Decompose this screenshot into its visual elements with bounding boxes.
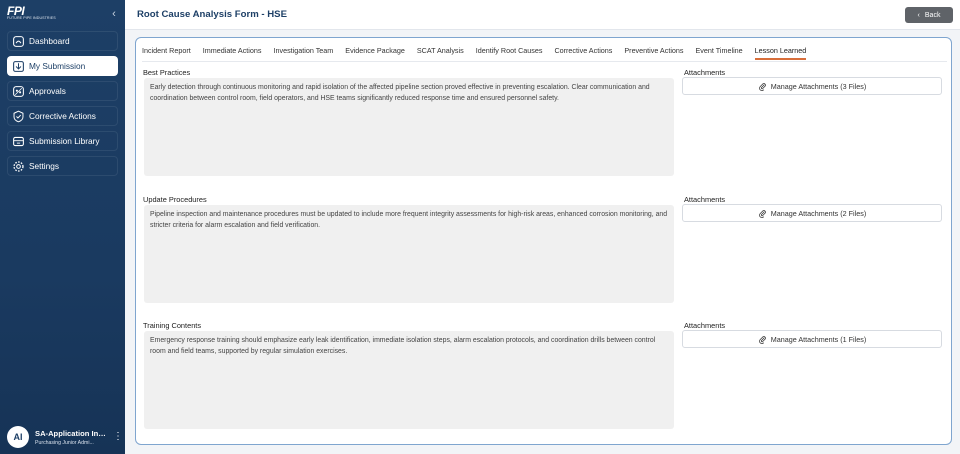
library-icon	[12, 135, 25, 148]
tab-event-timeline[interactable]: Event Timeline	[695, 46, 743, 55]
user-profile[interactable]	[0, 420, 125, 454]
tab-incident-report[interactable]: Incident Report	[142, 46, 191, 55]
sidebar-item-dashboard[interactable]	[7, 31, 118, 51]
tab-divider	[142, 61, 947, 62]
sidebar-item-label: Approvals	[29, 86, 66, 96]
manage-attachments-button[interactable]	[682, 77, 942, 95]
paperclip-icon	[758, 209, 767, 218]
sidebar-item-label: Submission Library	[29, 136, 100, 146]
sidebar-item-approvals[interactable]	[7, 81, 118, 101]
tab-identify-root-causes[interactable]: Identify Root Causes	[475, 46, 543, 55]
sidebar-item-my-submission[interactable]	[7, 56, 118, 76]
manage-attachments-label: Manage Attachments (2 Files)	[770, 208, 867, 218]
manage-attachments-button[interactable]	[682, 330, 942, 348]
attachments-label: Attachments	[684, 68, 726, 77]
tab-lesson-learned[interactable]: Lesson Learned	[755, 44, 807, 60]
logo-mark: FPI	[7, 4, 25, 18]
sidebar-item-settings[interactable]	[7, 156, 118, 176]
manage-attachments-label: Manage Attachments (1 Files)	[770, 334, 867, 344]
sidebar	[0, 0, 125, 454]
update-procedures-label: Update Procedures	[143, 195, 207, 204]
manage-attachments-button[interactable]	[682, 204, 942, 222]
tab-preventive-actions[interactable]: Preventive Actions	[624, 46, 684, 55]
avatar[interactable]: AI	[7, 426, 29, 448]
best-practices-textarea[interactable]: Early detection through continuous monitoring and rapid isolation of the affected pipeline section proved effective in preventing escalation. Clear communication and coordination between control room, field operators, and HSE teams significantly reduced response time and ensured personnel safety.	[144, 78, 674, 176]
user-role: Purchasing Junior Admi...	[35, 439, 94, 446]
user-info	[35, 429, 109, 446]
sidebar-item-label: Dashboard	[29, 36, 70, 46]
training-contents-textarea[interactable]: Emergency response training should emphasize early leak identification, immediate isolation steps, alarm escalation protocols, and coordination drills between control room and field teams, supported by regular simulation exercises.	[144, 331, 674, 429]
sidebar-item-label: Settings	[29, 161, 59, 171]
chevron-left-icon: ‹	[917, 11, 920, 19]
gear-icon	[12, 160, 25, 173]
tab-immediate-actions[interactable]: Immediate Actions	[202, 46, 262, 55]
sidebar-item-label: Corrective Actions	[29, 111, 96, 121]
attachments-label: Attachments	[684, 195, 726, 204]
dashboard-icon	[12, 35, 25, 48]
approvals-icon	[12, 85, 25, 98]
logo-subtitle: FUTURE PIPE INDUSTRIES	[7, 16, 56, 20]
submission-icon	[12, 60, 25, 73]
paperclip-icon	[758, 335, 767, 344]
kebab-menu-icon[interactable]: ⋮	[113, 431, 123, 442]
paperclip-icon	[758, 82, 767, 91]
manage-attachments-label: Manage Attachments (3 Files)	[770, 81, 867, 91]
page-header	[125, 0, 960, 30]
best-practices-label: Best Practices	[143, 68, 191, 77]
sidebar-item-corrective-actions[interactable]	[7, 106, 118, 126]
tab-scat-analysis[interactable]: SCAT Analysis	[416, 46, 464, 55]
tab-evidence-package[interactable]: Evidence Package	[345, 46, 405, 55]
sidebar-item-label: My Submission	[29, 61, 86, 71]
tab-corrective-actions[interactable]: Corrective Actions	[554, 46, 613, 55]
corrective-icon	[12, 110, 25, 123]
sidebar-nav	[7, 31, 118, 181]
form-card	[135, 37, 952, 445]
back-button-label: Back	[924, 11, 941, 19]
sidebar-item-submission-library[interactable]	[7, 131, 118, 151]
company-logo[interactable]	[7, 6, 67, 24]
page-title: Root Cause Analysis Form - HSE	[137, 9, 287, 20]
tab-investigation-team[interactable]: Investigation Team	[273, 46, 334, 55]
user-name: SA-Application Ind...	[35, 428, 109, 438]
tab-bar	[142, 44, 818, 60]
training-contents-label: Training Contents	[143, 321, 202, 330]
collapse-sidebar-icon[interactable]: ‹	[112, 8, 116, 20]
update-procedures-textarea[interactable]: Pipeline inspection and maintenance procedures must be updated to include more frequent integrity assessments for high-risk areas, enhanced corrosion monitoring, and stricter criteria for alarm escalation and field verification.	[144, 205, 674, 303]
attachments-label: Attachments	[684, 321, 726, 330]
back-button[interactable]	[905, 7, 953, 23]
